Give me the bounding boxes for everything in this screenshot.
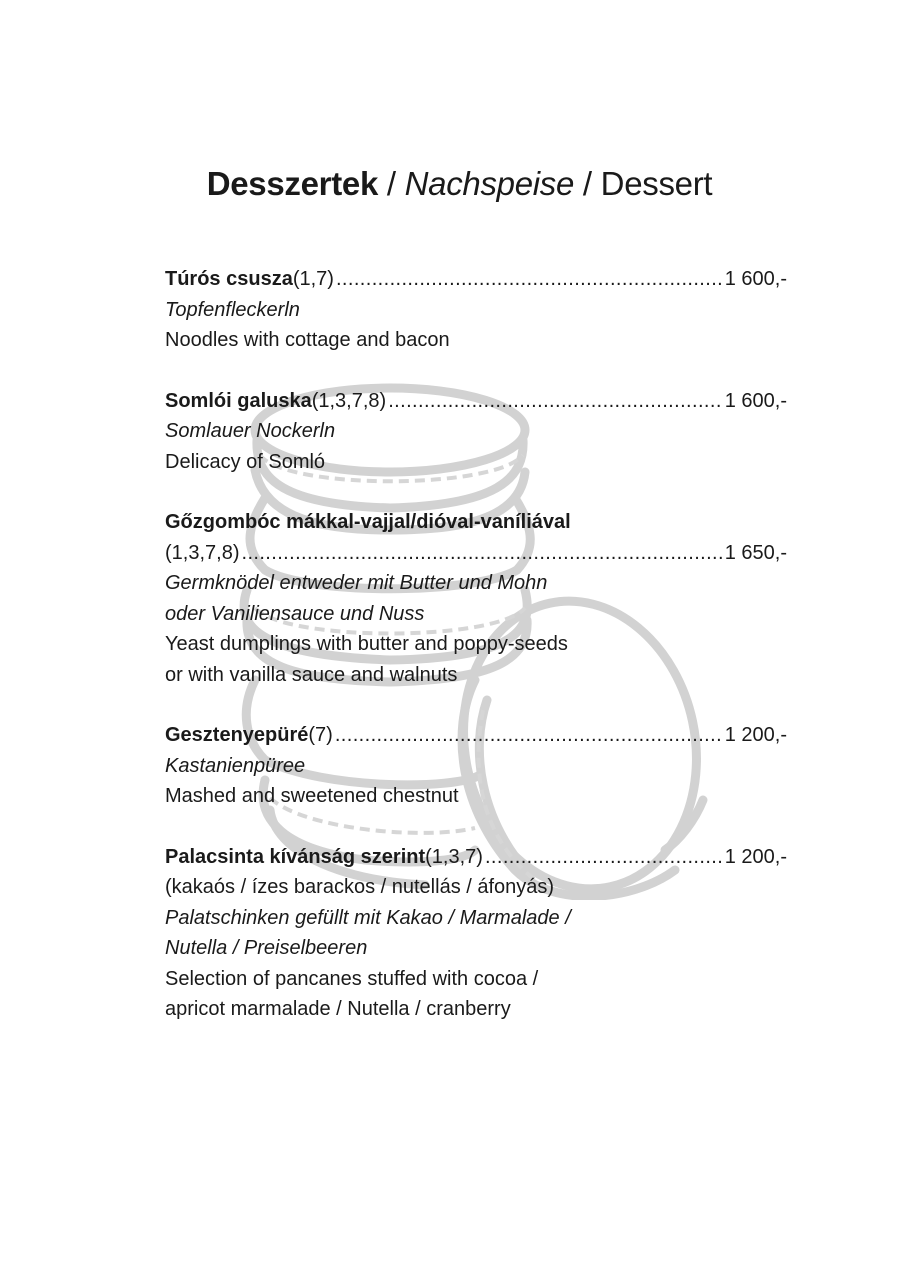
item-english: Selection of pancanes stuffed with cocoa / bbox=[165, 967, 539, 990]
item-allergens: (1,3,7,8) bbox=[165, 541, 240, 564]
page-title bbox=[0, 160, 919, 208]
title-hungarian: Desszertek bbox=[206, 165, 379, 202]
item-allergens: (7) bbox=[308, 724, 333, 746]
title-english: Dessert bbox=[600, 165, 713, 202]
menu-item-palacsinta bbox=[165, 842, 787, 1025]
title-german: Nachspeise bbox=[404, 165, 575, 202]
item-german: Kastanienpüree bbox=[165, 754, 306, 777]
item-allergens: (1,3,7) bbox=[425, 845, 483, 868]
item-german: Nutella / Preiselbeeren bbox=[165, 937, 368, 959]
item-price: 1 600,- bbox=[724, 389, 787, 412]
item-german: Germknödel entweder mit Butter und Mohn bbox=[165, 572, 548, 594]
item-price: 1 600,- bbox=[724, 268, 787, 290]
item-options: (kakaós / ízes barackos / nutellás / áfonyás) bbox=[165, 876, 555, 898]
item-name-row bbox=[165, 720, 787, 751]
item-name-row bbox=[165, 264, 787, 295]
item-price: 1 200,- bbox=[724, 845, 787, 868]
dot-leader bbox=[241, 538, 722, 569]
item-allergens: (1,7) bbox=[292, 268, 334, 290]
dot-leader bbox=[335, 720, 723, 751]
dot-leader bbox=[388, 386, 723, 417]
item-german: Somlauer Nockerln bbox=[165, 420, 336, 442]
menu-item-gesztenyepure bbox=[165, 720, 787, 812]
item-price: 1 200,- bbox=[724, 724, 787, 746]
item-name: Somlói galuska bbox=[165, 389, 312, 412]
item-price-row bbox=[165, 538, 787, 569]
item-name: Palacsinta kívánság szerint bbox=[165, 845, 426, 868]
title-separator: / bbox=[378, 165, 405, 202]
item-name: Gőzgombóc mákkal-vajjal/dióval-vaníliával bbox=[165, 511, 571, 533]
item-name: Gesztenyepüré bbox=[165, 724, 309, 746]
item-english: Mashed and sweetened chestnut bbox=[165, 785, 459, 807]
item-price: 1 650,- bbox=[724, 541, 787, 564]
menu-item-somloi-galuska bbox=[165, 386, 787, 478]
item-name-row bbox=[165, 386, 787, 417]
menu-item-turos-csusza bbox=[165, 264, 787, 356]
item-allergens: (1,3,7,8) bbox=[311, 389, 387, 412]
menu-item-gozgomboc bbox=[165, 507, 787, 690]
item-name-row bbox=[165, 842, 787, 873]
item-english: or with vanilla sauce and walnuts bbox=[165, 663, 458, 686]
item-english: Delicacy of Somló bbox=[165, 450, 326, 473]
dessert-menu bbox=[165, 264, 787, 1055]
dot-leader bbox=[485, 842, 723, 873]
item-german: Topfenfleckerln bbox=[165, 298, 300, 321]
dot-leader bbox=[336, 264, 723, 295]
item-name: Túrós csusza bbox=[165, 268, 293, 290]
item-english: apricot marmalade / Nutella / cranberry bbox=[165, 998, 511, 1020]
item-english: Noodles with cottage and bacon bbox=[165, 329, 450, 351]
item-german: Palatschinken gefüllt mit Kakao / Marmalade / bbox=[165, 906, 571, 929]
item-german: oder Vaniliensauce und Nuss bbox=[165, 602, 425, 625]
item-english: Yeast dumplings with butter and poppy-seeds bbox=[165, 633, 568, 655]
title-separator: / bbox=[574, 165, 601, 202]
